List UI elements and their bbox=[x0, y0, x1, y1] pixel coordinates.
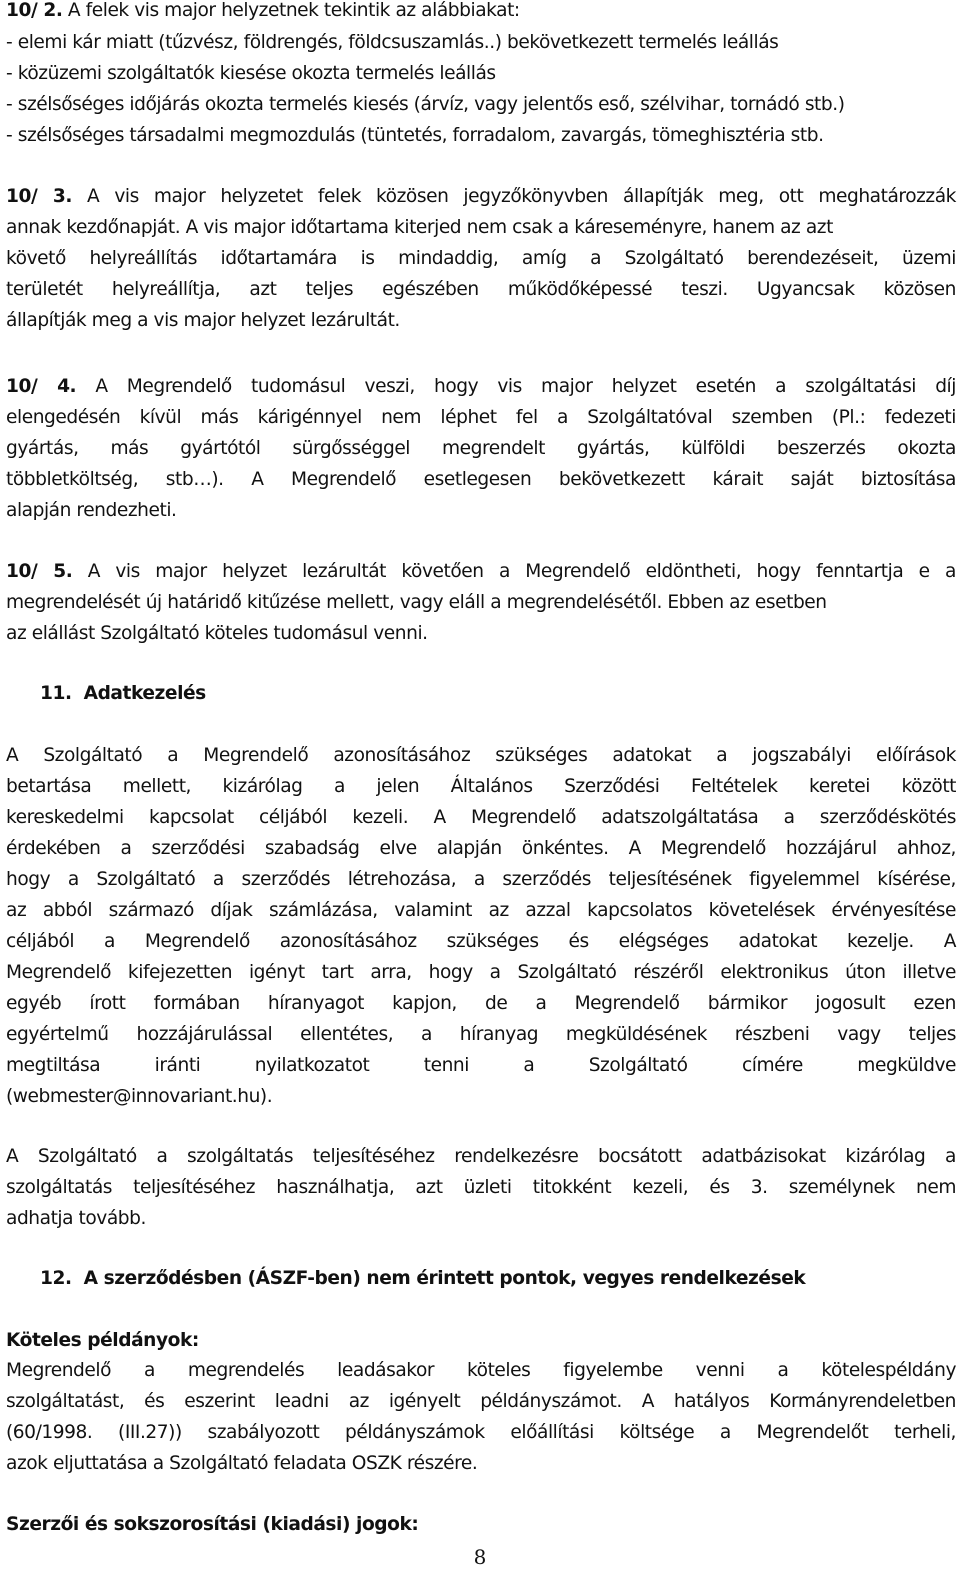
list-item: - elemi kár miatt (tűzvész, földrengés, földcsuszamlás..) bekövetkezett termelés leállás bbox=[6, 32, 779, 53]
paragraph-line: szolgáltatás teljesítéséhez használhatja, azt üzleti titokként kezeli, és 3. személynek nem bbox=[6, 1177, 956, 1198]
paragraph-text: A vis major helyzetet felek közösen jegyzőkönyvben állapítják meg, ott meghatározzák bbox=[72, 186, 956, 207]
paragraph-line: állapítják meg a vis major helyzet lezárultát. bbox=[6, 310, 400, 331]
list-item: - szélsőséges társadalmi megmozdulás (tüntetés, forradalom, zavargás, tömeghisztéria stb. bbox=[6, 125, 824, 146]
paragraph-line: többletköltség, stb…). A Megrendelő esetlegesen bekövetkezett kárait saját biztosítása bbox=[6, 469, 956, 490]
list-item: - szélsőséges időjárás okozta termelés kiesés (árvíz, vagy jelentős eső, szélvihar, tornádó stb.) bbox=[6, 94, 845, 115]
paragraph-line: szolgáltatást, és eszerint leadni az igényelt példányszámot. A hatályos Kormányrendeletben bbox=[6, 1391, 956, 1412]
paragraph-line: (webmester@innovariant.hu). bbox=[6, 1086, 273, 1107]
section-number: 10/ 2. bbox=[6, 0, 63, 21]
subheading: Köteles példányok: bbox=[6, 1330, 199, 1351]
section-12-heading: 12. A szerződésben (ÁSZF-ben) nem érintett pontok, vegyes rendelkezések bbox=[40, 1268, 806, 1289]
paragraph-line bbox=[6, 557, 956, 587]
section-10-2-heading bbox=[6, 0, 520, 26]
paragraph-line: területét helyreállítja, azt teljes egészében működőképessé teszi. Ugyancsak közösen bbox=[6, 279, 956, 300]
paragraph-line: egyéb írott formában híranyagot kapjon, de a Megrendelő bármikor jogosult ezen bbox=[6, 993, 956, 1014]
paragraph-line: elengedésén kívül más kárigénnyel nem léphet fel a Szolgáltatóval szemben (Pl.: fedezeti bbox=[6, 407, 956, 428]
paragraph-line bbox=[6, 372, 956, 402]
paragraph-line: alapján rendezheti. bbox=[6, 500, 177, 521]
section-number: 10/ 5. bbox=[6, 561, 73, 582]
paragraph-line: (60/1998. (III.27)) szabályozott példányszámok előállítási költsége a Megrendelőt terheli, bbox=[6, 1422, 956, 1443]
paragraph-line: céljából a Megrendelő azonosításához szükséges és elégséges adatokat kezelje. A bbox=[6, 931, 956, 952]
paragraph-line bbox=[6, 182, 956, 212]
paragraph-text: A Megrendelő tudomásul veszi, hogy vis major helyzet esetén a szolgáltatási díj bbox=[76, 376, 956, 397]
paragraph-line: az abból származó díjak számlázása, valamint az azzal kapcsolatos követelések érvényesítése bbox=[6, 900, 956, 921]
paragraph-line: gyártás, más gyártótól sürgősséggel megrendelt gyártás, külföldi beszerzés okozta bbox=[6, 438, 956, 459]
paragraph-line: az elállást Szolgáltató köteles tudomásul venni. bbox=[6, 623, 428, 644]
paragraph-line: megrendelését új határidő kitűzése mellett, vagy eláll a megrendelésétől. Ebben az esetben bbox=[6, 592, 827, 613]
paragraph-line: azok eljuttatása a Szolgáltató feladata OSZK részére. bbox=[6, 1453, 478, 1474]
paragraph-line: adhatja tovább. bbox=[6, 1208, 146, 1229]
paragraph-line: érdekében a szerződési szabadság elve alapján önkéntes. A Megrendelő hozzájárul ahhoz, bbox=[6, 838, 956, 859]
paragraph-text: A vis major helyzet lezárultát követően a Megrendelő eldöntheti, hogy fenntartja e a bbox=[72, 561, 956, 582]
section-number: 10/ 3. bbox=[6, 186, 73, 207]
paragraph-line: hogy a Szolgáltató a szerződés létrehozása, a szerződés teljesítésének figyelemmel kísérése, bbox=[6, 869, 956, 890]
section-11-heading: 11. Adatkezelés bbox=[40, 683, 206, 704]
paragraph-line: megtiltása iránti nyilatkozatot tenni a Szolgáltató címére megküldve bbox=[6, 1055, 956, 1076]
paragraph-line: Megrendelő kifejezetten igényt tart arra, hogy a Szolgáltató részéről elektronikus úton illetve bbox=[6, 962, 956, 983]
paragraph-line: egyértelmű hozzájárulással ellentétes, a híranyag megküldésének részbeni vagy teljes bbox=[6, 1024, 956, 1045]
list-item: - közüzemi szolgáltatók kiesése okozta termelés leállás bbox=[6, 63, 496, 84]
paragraph-line: A Szolgáltató a Megrendelő azonosításához szükséges adatokat a jogszabályi előírások bbox=[6, 745, 956, 766]
subheading: Szerzői és sokszorosítási (kiadási) jogok: bbox=[6, 1514, 419, 1535]
paragraph-line: A Szolgáltató a szolgáltatás teljesítéséhez rendelkezésre bocsátott adatbázisokat kizárólag a bbox=[6, 1146, 956, 1167]
paragraph-line: Megrendelő a megrendelés leadásakor köteles figyelembe venni a kötelespéldány bbox=[6, 1360, 956, 1381]
page-number: 8 bbox=[473, 1545, 487, 1569]
section-intro: A felek vis major helyzetnek tekintik az alábbiakat: bbox=[62, 0, 520, 21]
paragraph-line: követő helyreállítás időtartamára is mindaddig, amíg a Szolgáltató berendezéseit, üzemi bbox=[6, 248, 956, 269]
section-number: 10/ 4. bbox=[6, 376, 77, 397]
paragraph-line: betartása mellett, kizárólag a jelen Általános Szerződési Feltételek keretei között bbox=[6, 776, 956, 797]
paragraph-line: annak kezdőnapját. A vis major időtartama kiterjed nem csak a káreseményre, hanem az azt bbox=[6, 217, 833, 238]
paragraph-line: kereskedelmi kapcsolat céljából kezeli. A Megrendelő adatszolgáltatása a szerződéskötés bbox=[6, 807, 956, 828]
